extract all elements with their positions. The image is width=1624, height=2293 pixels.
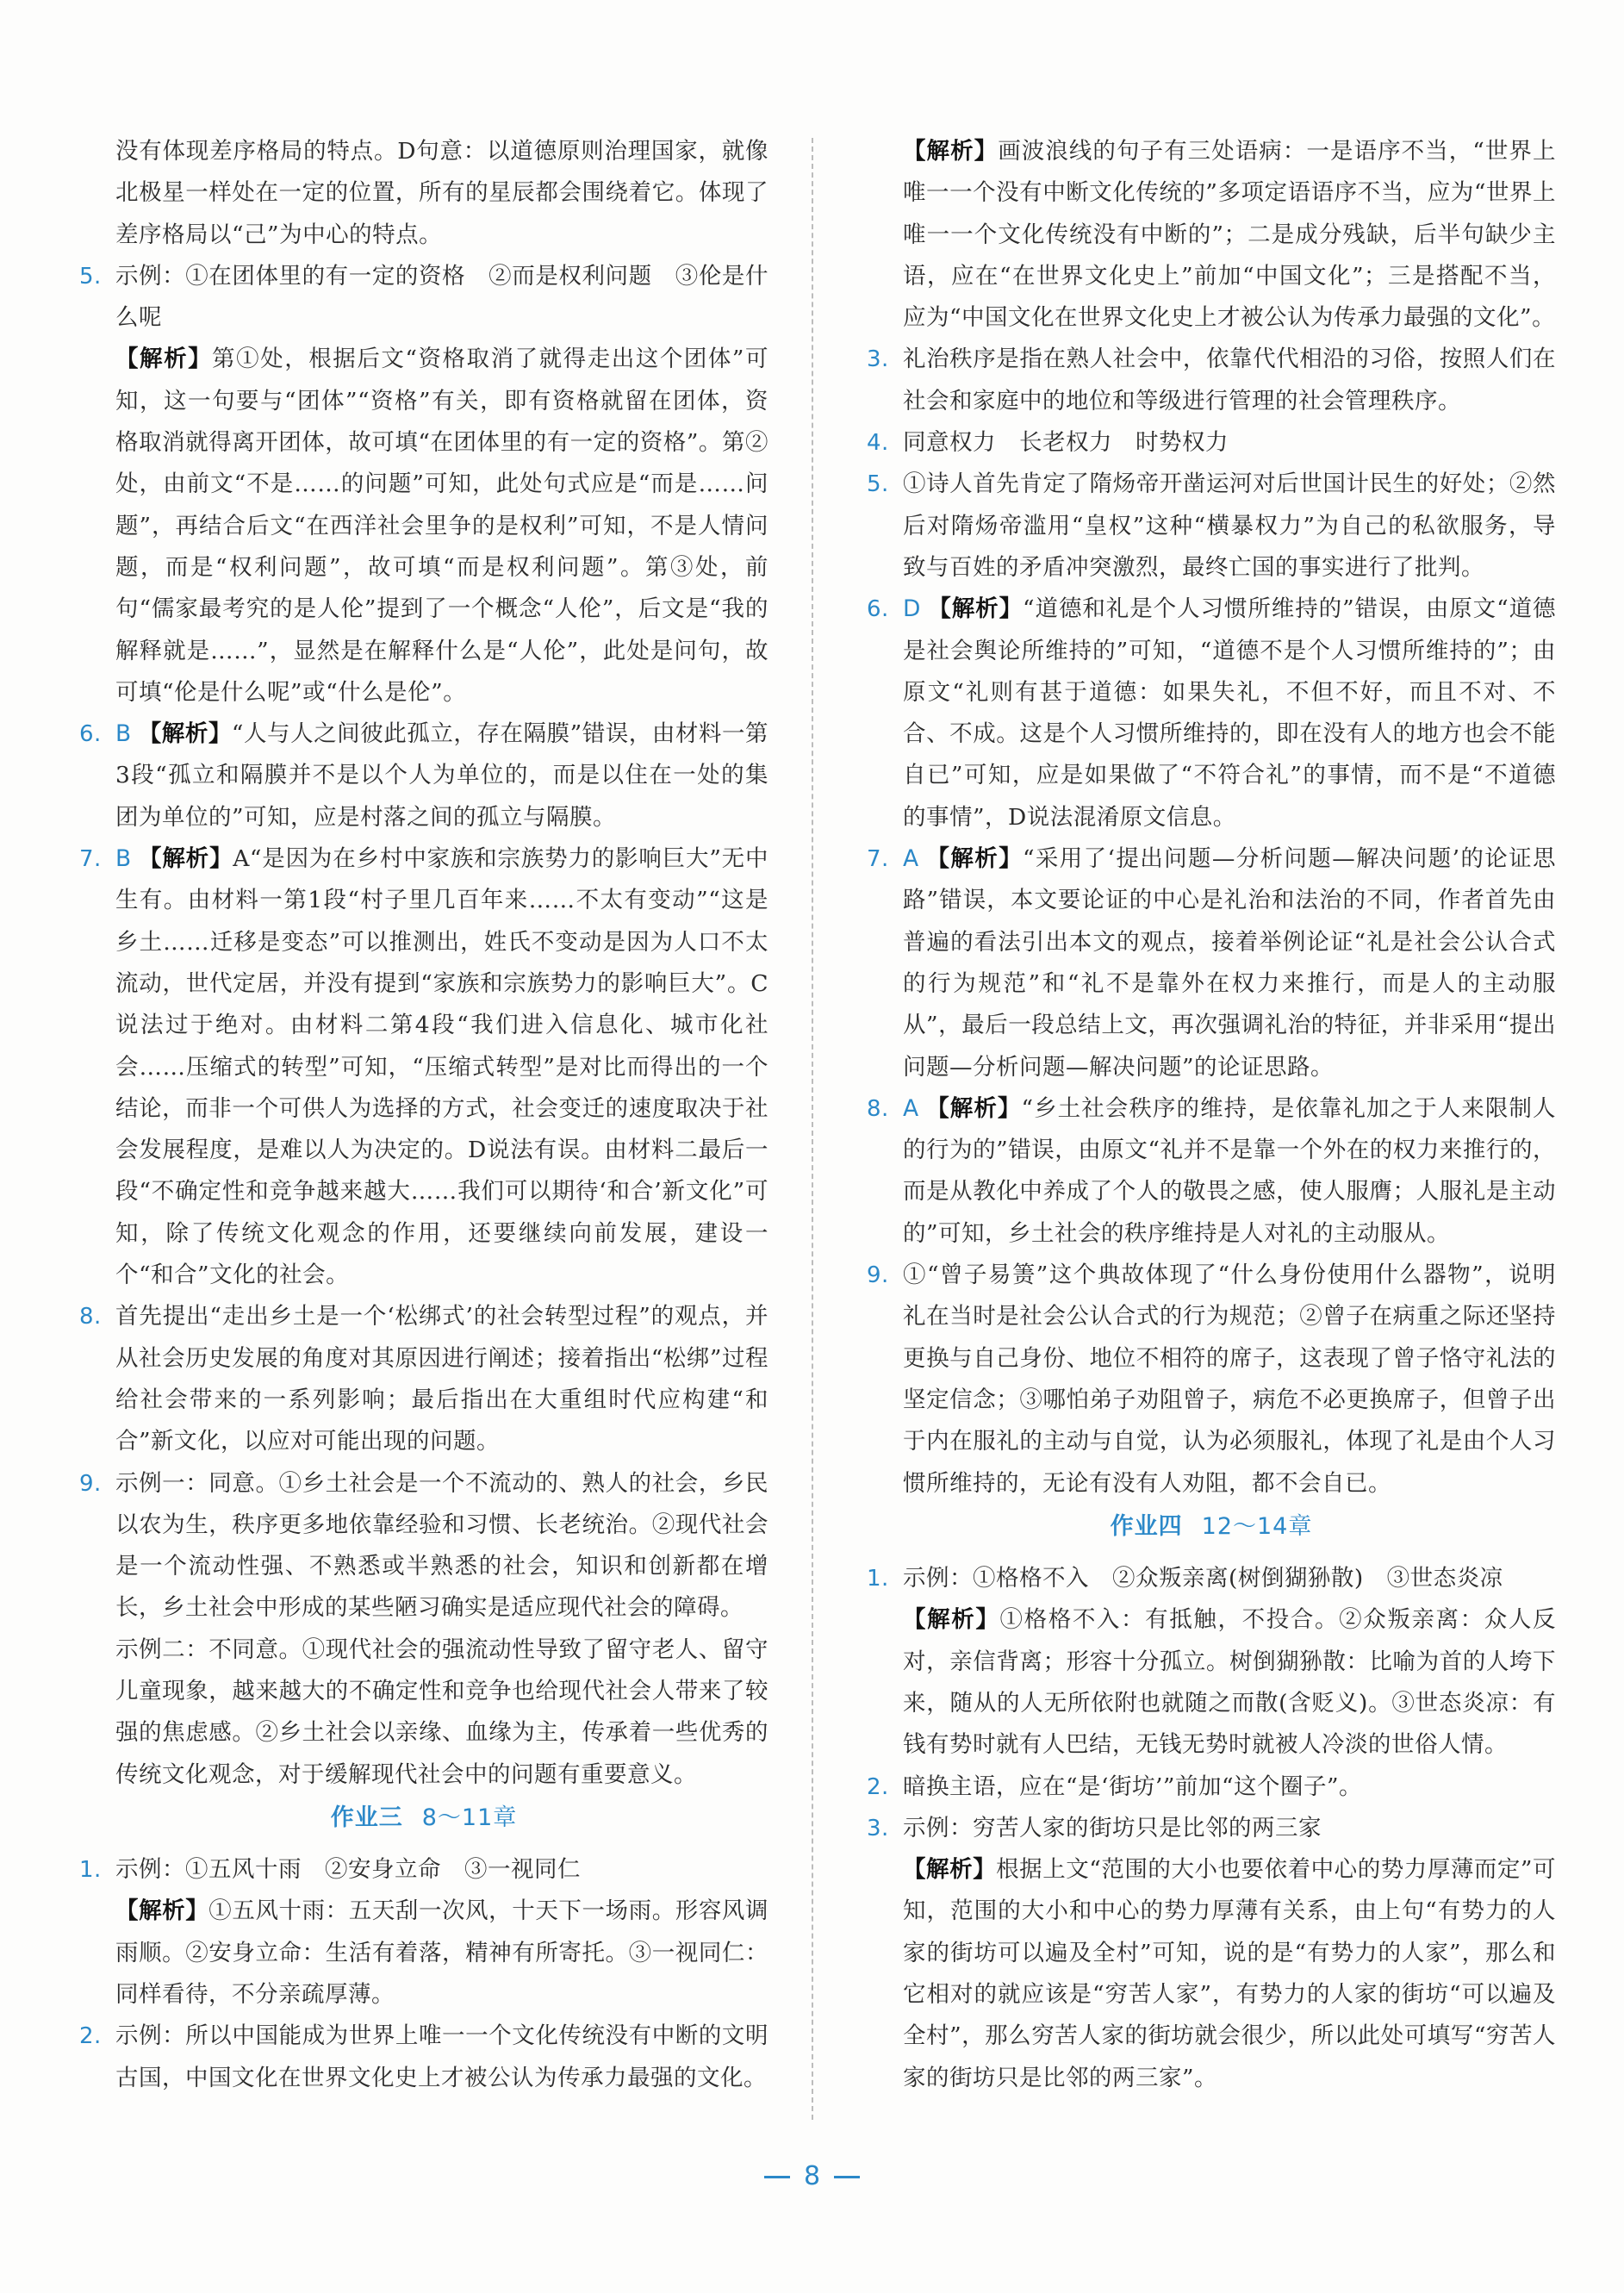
section-title: 作业三	[330, 1804, 403, 1831]
answer-text: 同意权力 长老权力 时势权力	[903, 429, 1229, 457]
analysis-tag: 【解析】	[115, 1897, 209, 1925]
section-heading	[867, 1506, 1556, 1548]
analysis-text: “乡土社会秩序的维持，是依靠礼加之于人来限制人的行为的”错误，由原文“礼并不是靠一个外在的权力来推行的，而是从教化中养成了个人的敬畏之感，使人服膺；人服礼是主动的”可知，乡土社会的秩序维持是人对礼的主动服从。	[903, 1094, 1556, 1247]
answer-item-6	[79, 713, 768, 838]
item-number: 6.	[867, 596, 889, 623]
answer-text: 示例：所以中国能成为世界上唯一一个文化传统没有中断的文明古国，中国文化在世界文化史上才被公认为传承力最强的文化。	[115, 2022, 768, 2091]
item-number: 5.	[79, 263, 102, 290]
item-number: 7.	[79, 846, 102, 873]
right-column	[867, 131, 1556, 2099]
item-number: 5.	[867, 471, 889, 498]
item-number: 9.	[867, 1262, 889, 1289]
answer-text: 示例一：同意。①乡土社会是一个不流动的、熟人的社会，乡民以农为生，秩序更多地依靠经验和习惯、长老统治。②现代社会是一个流动性强、不熟悉或半熟悉的社会，知识和创新都在增长，乡土社会中形成的某些陋习确实是适应现代社会的障碍。	[115, 1469, 768, 1622]
answer-item-9	[79, 1463, 768, 1629]
analysis-tag: 【解析】	[903, 1606, 1000, 1634]
option-letter: A	[903, 1094, 919, 1122]
answer-text: 礼治秩序是指在熟人社会中，依靠代代相沿的习俗，按照人们在社会和家庭中的地位和等级进行管理的社会管理秩序。	[903, 346, 1556, 414]
column-divider	[812, 138, 813, 2120]
answer-text: 首先提出“走出乡土是一个‘松绑式’的社会转型过程”的观点，并从社会历史发展的角度对其原因进行阐述；接着指出“松绑”过程给社会带来的一系列影响；最后指出在大重组时代应构建“和合”新文化，以应对可能出现的问题。	[115, 1303, 768, 1455]
section3-item-1	[79, 1849, 768, 1891]
continued-analysis	[867, 131, 1556, 339]
analysis-tag: 【解析】	[925, 1094, 1022, 1122]
analysis-tag: 【解析】	[925, 845, 1024, 873]
item-number: 1.	[867, 1566, 889, 1592]
option-letter: A	[903, 845, 919, 873]
answer-text: ①“曾子易箦”这个典故体现了“什么身份使用什么器物”，说明礼在当时是社会公认合式的行为规范；②曾子在病重之际还坚持更换与自己身份、地位不相符的席子，这表现了曾子恪守礼法的坚定信念；③哪怕弟子劝阻曾子，病危不必更换席子，但曾子出于内在服礼的主动与自觉，认为必须服礼，体现了礼是由个人习惯所维持的，无论有没有人劝阻，都不会自已。	[903, 1262, 1556, 1497]
footer-dash-right	[834, 2176, 860, 2178]
footer-dash-left	[764, 2176, 790, 2178]
answer-text: 暗换主语，应在“是‘街坊’”前加“这个圈子”。	[903, 1773, 1363, 1800]
analysis-s4-1	[867, 1599, 1556, 1766]
answer-item-9	[867, 1255, 1556, 1505]
analysis-text: “道德和礼是个人习惯所维持的”错误，由原文“道德是社会舆论所维持的”可知，“道德不是个人习惯所维持的”；由原文“礼则有甚于道德：如果失礼，不但不好，而且不对、不合、不成。这是个人习惯所维持的，即在没有人的地方也会不能自已”可知，应是如果做了“不符合礼”的事情，而不是“不道德的事情”，D说法混淆原文信息。	[903, 595, 1556, 831]
answer-item-7	[79, 838, 768, 1296]
analysis-text: ①格格不入：有抵触，不投合。②众叛亲离：众人反对，亲信背离；形容十分孤立。树倒猢狲散：比喻为首的人垮下来，随从的人无所依附也就随之而散(含贬义)。③世态炎凉：有钱有势时就有人巴结，无钱无势时就被人冷淡的世俗人情。	[903, 1606, 1557, 1759]
answer-text: ①诗人首先肯定了隋炀帝开凿运河对后世国计民生的好处；②然后对隋炀帝滥用“皇权”这种“横暴权力”为自己的私欲服务，导致与百姓的矛盾冲突激烈，最终亡国的事实进行了批判。	[903, 470, 1556, 581]
analysis-text: “人与人之间彼此孤立，存在隔膜”错误，由材料一第3段“孤立和隔膜并不是以个人为单位的，而是以住在一处的集团为单位的”可知，应是村落之间的孤立与隔膜。	[115, 720, 768, 831]
section3-item-2	[79, 2016, 768, 2099]
option-letter: B	[115, 845, 132, 873]
analysis-text: “采用了‘提出问题—分析问题—解决问题’的论证思路”错误，本文要论证的中心是礼治和法治的不同，作者首先由普遍的看法引出本文的观点，接着举例论证“礼是社会公认合式的行为规范”和“礼不是靠外在权力来推行，而是人的主动服从”，最后一段总结上文，再次强调礼治的特征，并非采用“提出问题—分析问题—解决问题”的论证思路。	[903, 845, 1556, 1081]
item-number: 2.	[867, 1773, 889, 1800]
item-number: 6.	[79, 721, 102, 748]
answer-item-8	[867, 1088, 1556, 1255]
answer-item-6	[867, 589, 1556, 838]
page-footer	[0, 2161, 1624, 2191]
answer-text: 示例：穷苦人家的街坊只是比邻的两三家	[903, 1814, 1322, 1841]
analysis-tag: 【解析】	[903, 1856, 997, 1884]
answer-item-5	[867, 464, 1556, 589]
item-number: 4.	[867, 430, 889, 457]
analysis-tag: 【解析】	[927, 595, 1024, 623]
item-number: 3.	[867, 1815, 889, 1841]
answer-item-3	[867, 339, 1556, 422]
analysis-tag: 【解析】	[903, 138, 999, 165]
answer-item-8	[79, 1296, 768, 1462]
page-number: 8	[803, 2161, 821, 2191]
answer-text-alt: 示例二：不同意。①现代社会的强流动性导致了留守老人、留守儿童现象，越来越大的不确定性和竞争也给现代社会人带来了较强的焦虑感。②乡土社会以亲缘、血缘为主，传承着一些优秀的传统文化观念，对于缓解现代社会中的问题有重要意义。	[115, 1636, 768, 1788]
analysis-text: A“是因为在乡村中家族和宗族势力的影响巨大”无中生有。由材料一第1段“村子里几百年来……不太有变动”“这是乡土……迁移是变态”可以推测出，姓氏不变动是因为人口不太流动，世代定居，并没有提到“家族和宗族势力的影响巨大”。C说法过于绝对。由材料二第4段“我们进入信息化、城市化社会……压缩式的转型”可知，“压缩式转型”是对比而得出的一个结论，而非一个可供人为选择的方式，社会变迁的速度取决于社会发展程度，是难以人为决定的。D说法有误。由材料二最后一段“不确定性和竞争越来越大……我们可以期待‘和合’新文化”可知，除了传统文化观念的作用，还要继续向前发展，建设一个“和合”文化的社会。	[115, 845, 769, 1289]
item-number: 8.	[867, 1095, 889, 1122]
analysis-text: 第①处，根据后文“资格取消了就得走出这个团体”可知，这一句要与“团体”“资格”有关，即有资格就留在团体，资格取消就得离开团体，故可填“在团体里的有一定的资格”。第②处，由前文“不是……的问题”可知，此处句式应是“而是……问题”，再结合后文“在西洋社会里争的是权利”可知，不是人情问题，而是“权利问题”，故可填“而是权利问题”。第③处，前句“儒家最考究的是人伦”提到了一个概念“人伦”，后文是“我的解释就是……”，显然是在解释什么是“人伦”，此处是问句，故可填“伦是什么呢”或“什么是伦”。	[115, 346, 768, 706]
answer-text: 示例：①五风十雨 ②安身立命 ③一视同仁	[115, 1856, 581, 1884]
item-number: 9.	[79, 1470, 102, 1497]
answer-text: 示例：①在团体里的有一定的资格 ②而是权利问题 ③伦是什么呢	[115, 262, 768, 332]
section-range: 12～14章	[1201, 1512, 1313, 1540]
item-number: 3.	[867, 346, 889, 373]
answer-text: 示例：①格格不入 ②众叛亲离(树倒猢狲散) ③世态炎凉	[903, 1565, 1503, 1592]
section4-item-1	[867, 1558, 1556, 1599]
item-number: 2.	[79, 2023, 102, 2050]
analysis-s4-3	[867, 1849, 1556, 2099]
analysis-tag: 【解析】	[115, 346, 213, 373]
section-heading	[79, 1798, 768, 1839]
section4-item-3	[867, 1808, 1556, 1849]
analysis-text: 画波浪线的句子有三处语病：一是语序不当，“世界上唯一一个没有中断文化传统的”多项定语语序不当，应为“世界上唯一一个文化传统没有中断的”；二是成分残缺，后半句缺少主语，应在“在世界文化史上”前加“中国文化”；三是搭配不当，应为“中国文化在世界文化史上才被公认为传承力最强的文化”。	[903, 138, 1556, 332]
analysis-5	[79, 339, 768, 713]
analysis-text: ①五风十雨：五天刮一次风，十天下一场雨。形容风调雨顺。②安身立命：生活有着落，精神有所寄托。③一视同仁：同样看待，不分亲疏厚薄。	[115, 1897, 769, 2009]
analysis-tag: 【解析】	[138, 845, 233, 873]
answer-item-5	[79, 256, 768, 340]
item-number: 7.	[867, 846, 889, 873]
answer-item-7	[867, 838, 1556, 1088]
option-letter: B	[115, 720, 132, 748]
analysis-tag: 【解析】	[138, 720, 232, 748]
section-range: 8～11章	[421, 1804, 518, 1831]
item-number: 1.	[79, 1857, 102, 1884]
left-column	[79, 131, 768, 2099]
option-letter: D	[903, 595, 921, 623]
section-title: 作业四	[1110, 1512, 1183, 1540]
analysis-text: 根据上文“范围的大小也要依着中心的势力厚薄而定”可知，范围的大小和中心的势力厚薄有关系，由上句“有势力的人家的街坊可以遍及全村”可知，说的是“有势力的人家”，那么和它相对的就应该是“穷苦人家”，有势力的人家的街坊“可以遍及全村”，那么穷苦人家的街坊就会很少，所以此处可填写“穷苦人家的街坊只是比邻的两三家”。	[903, 1856, 1556, 2091]
item-number: 8.	[79, 1304, 102, 1330]
section4-item-2	[867, 1766, 1556, 1808]
answer-item-4	[867, 422, 1556, 464]
analysis-s3-1	[79, 1891, 768, 2016]
continued-text: 没有体现差序格局的特点。D句意：以道德原则治理国家，就像北极星一样处在一定的位置，所有的星辰都会围绕着它。体现了差序格局以“己”为中心的特点。	[115, 138, 768, 248]
